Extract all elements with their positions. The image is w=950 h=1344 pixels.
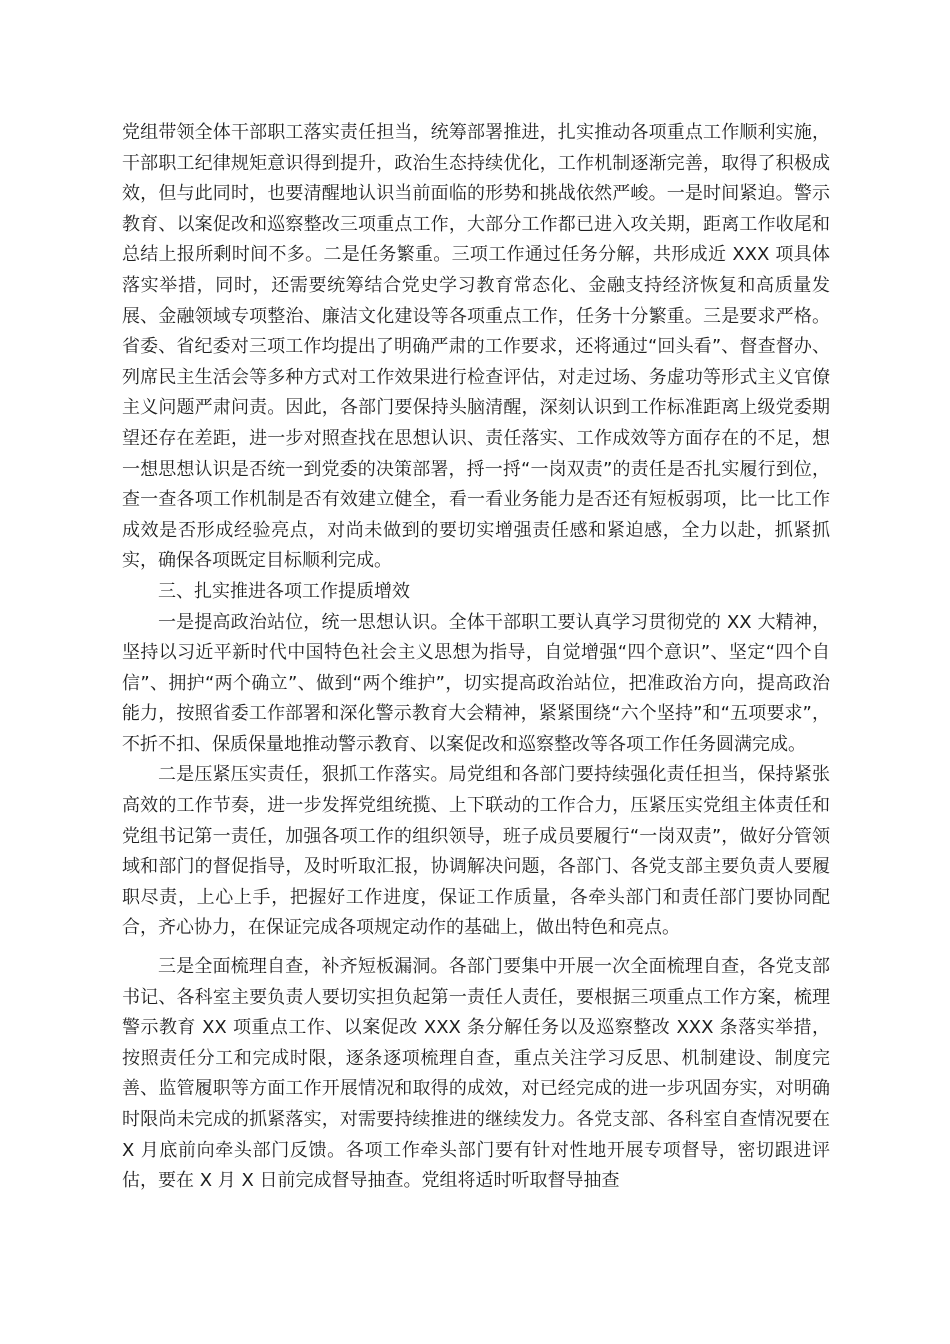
body-paragraph-3: 二是压紧压实责任，狠抓工作落实。局党组和各部门要持续强化责任担当，保持紧张高效的工作节奏，进一步发挥党组统揽、上下联动的工作合力，压紧压实党组主体责任和党组书记第一责任，加强各项工作的组织领导，班子成员要履行“一岗双责”，做好分管领域和部门的督促指导，及时听取汇报，协调解决问题，各部门、各党支部主要负责人要履职尽责，上心上手，把握好工作进度，保证工作质量，各牵头部门和责任部门要协同配合，齐心协力，在保证完成各项规定动作的基础上，做出特色和亮点。 [122, 764, 830, 939]
body-paragraph-1: 党组带领全体干部职工落实责任担当，统筹部署推进，扎实推动各项重点工作顺利实施，干部职工纪律规矩意识得到提升，政治生态持续优化，工作机制逐渐完善，取得了积极成效，但与此同时，也要清醒地认识当前面临的形势和挑战依然严峻。一是时间紧迫。警示教育、以案促改和巡察整改三项重点工作，大部分工作都已进入攻关期，距离工作收尾和总结上报所剩时间不多。二是任务繁重。三项工作通过任务分解，共形成近 XXX 项具体落实举措，同时，还需要统筹结合党史学习教育常态化、金融支持经济恢复和高质量发展、金融领域专项整治、廉洁文化建设等各项重点工作，任务十分繁重。三是要求严格。省委、省纪委对三项工作均提出了明确严肃的工作要求，还将通过“回头看”、督查督办、列席民主生活会等多种方式对工作效果进行检查评估，对走过场、务虚功等形式主义官僚主义问题严肃问责。因此，各部门要保持头脑清醒，深刻认识到工作标准距离上级党委期望还存在差距，进一步对照查找在思想认识、责任落实、工作成效等方面存在的不足，想一想思想认识是否统一到党委的决策部署，捋一捋“一岗双责”的责任是否扎实履行到位，查一查各项工作机制是否有效建立健全，看一看业务能力是否还有短板弱项，比一比工作成效是否形成经验亮点，对尚未做到的要切实增强责任感和紧迫感，全力以赴，抓紧抓实，确保各项既定目标顺利完成。 [122, 122, 830, 572]
document-page [122, 118, 830, 1197]
body-paragraph-2: 一是提高政治站位，统一思想认识。全体干部职工要认真学习贯彻党的 XX 大精神，坚持以习近平新时代中国特色社会主义思想为指导，自觉增强“四个意识”、坚定“四个自信”、拥护“两个确立”、做到“两个维护”，切实提高政治站位，把准政治方向，提高政治能力，按照省委工作部署和深化警示教育大会精神，紧紧围绕“六个坚持”和“五项要求”，不折不扣、保质保量地推动警示教育、以案促改和巡察整改等各项工作任务圆满完成。 [122, 611, 830, 755]
paragraph-gap [122, 944, 830, 952]
section-heading-3: 三、扎实推进各项工作提质增效 [158, 580, 410, 602]
body-paragraph-4: 三是全面梳理自查，补齐短板漏洞。各部门要集中开展一次全面梳理自查，各党支部书记、各科室主要负责人要切实担负起第一责任人责任，要根据三项重点工作方案，梳理警示教育 XX 项重点工作、以案促改 XXX 条分解任务以及巡察整改 XXX 条落实举措，按照责任分工和完成时限，逐条逐项梳理自查，重点关注学习反思、机制建设、制度完善、监管履职等方面工作开展情况和取得的成效，对已经完成的进一步巩固夯实，对明确时限尚未完成的抓紧落实，对需要持续推进的继续发力。各党支部、各科室自查情况要在 X 月底前向牵头部门反馈。各项工作牵头部门要有针对性地开展专项督导，密切跟进评估，要在 X 月 X 日前完成督导抽查。党组将适时听取督导抽查 [122, 956, 830, 1192]
